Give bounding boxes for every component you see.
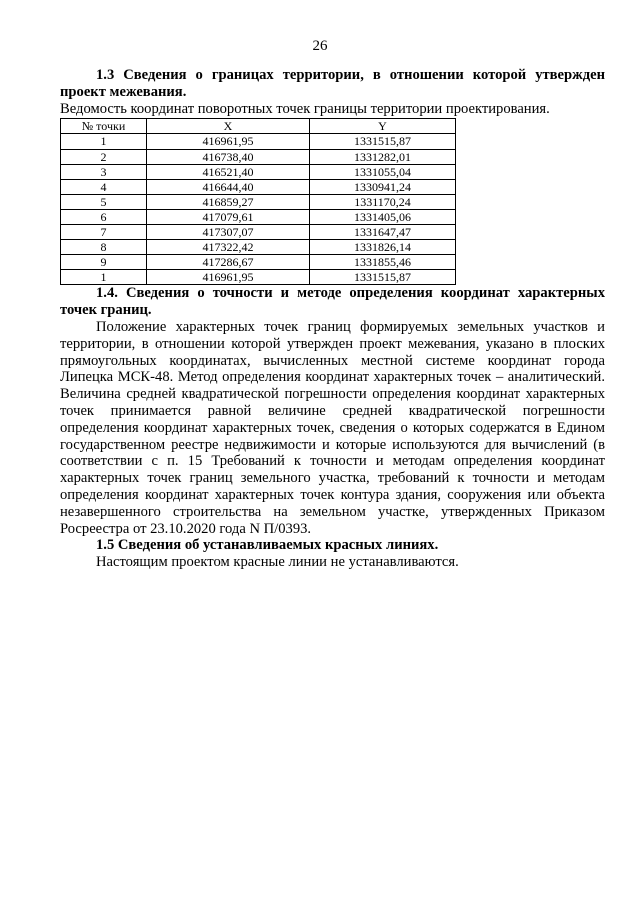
table-row: [61, 149, 456, 164]
x-coordinate-cell: 417079,61: [147, 209, 310, 224]
section-1-4-paragraph: Положение характерных точек границ формируемых земельных участков и территории, в отношении которой утвержден проект межевания, указано в плоских прямоугольных координатах, вычисленных местной системе координат города Липецка МСК-48. Метод определения координат характерных точек – аналитический. Величина средней квадратической погрешности определения координат характерных точек принимается равной величине средней квадратической погрешности определения координат характерных точек, сведения о которых содержатся в Едином государственном реестре недвижимости и которые используются для вычислений (в соответствии с п. 15 Требований к точности и методам определения координат характерных точек границ земельного участка, требований к точности и методам определения координат характерных точек контура здания, сооружения или объекта незавершенного строительства на земельном участке, утвержденных Приказом Росреестра от 23.10.2020 года N П/0393.: [60, 319, 605, 537]
point-number-cell: 1: [61, 134, 147, 149]
coordinates-table: [60, 118, 456, 285]
point-number-cell: 5: [61, 194, 147, 209]
point-number-cell: 6: [61, 209, 147, 224]
table-header-row: [61, 119, 456, 134]
x-coordinate-cell: 417286,67: [147, 255, 310, 270]
x-coordinate-cell: 416961,95: [147, 134, 310, 149]
point-number-cell: 7: [61, 225, 147, 240]
document-body: [60, 67, 605, 571]
y-coordinate-cell: 1331405,06: [310, 209, 456, 224]
point-number-cell: 8: [61, 240, 147, 255]
x-coordinate-cell: 416961,95: [147, 270, 310, 285]
point-number-cell: 4: [61, 179, 147, 194]
table-row: [61, 194, 456, 209]
section-1-5-paragraph: Настоящим проектом красные линии не устанавливаются.: [96, 554, 459, 571]
x-coordinate-cell: 416859,27: [147, 194, 310, 209]
table-caption: Ведомость координат поворотных точек границы территории проектирования.: [60, 100, 550, 117]
section-1-5-heading: 1.5 Сведения об устанавливаемых красных линиях.: [96, 537, 439, 554]
table-row: [61, 209, 456, 224]
point-number-cell: 2: [61, 149, 147, 164]
table-row: [61, 164, 456, 179]
y-coordinate-cell: 1331515,87: [310, 270, 456, 285]
x-coordinate-cell: 417307,07: [147, 225, 310, 240]
y-coordinate-cell: 1330941,24: [310, 179, 456, 194]
section-1-3-heading: 1.3 Сведения о границах территории, в отношении которой утвержден проект межевания.: [60, 67, 605, 100]
y-coordinate-cell: 1331282,01: [310, 149, 456, 164]
section-1-4-heading: 1.4. Сведения о точности и методе определения координат характерных точек границ.: [60, 285, 605, 319]
column-header-x: X: [147, 119, 310, 134]
x-coordinate-cell: 416738,40: [147, 149, 310, 164]
y-coordinate-cell: 1331647,47: [310, 225, 456, 240]
point-number-cell: 1: [61, 270, 147, 285]
point-number-cell: 3: [61, 164, 147, 179]
table-row: [61, 270, 456, 285]
page-number: 26: [312, 38, 328, 54]
table-row: [61, 225, 456, 240]
point-number-cell: 9: [61, 255, 147, 270]
table-row: [61, 134, 456, 149]
y-coordinate-cell: 1331826,14: [310, 240, 456, 255]
table-row: [61, 255, 456, 270]
column-header-point: № точки: [61, 119, 147, 134]
y-coordinate-cell: 1331515,87: [310, 134, 456, 149]
y-coordinate-cell: 1331855,46: [310, 255, 456, 270]
x-coordinate-cell: 416644,40: [147, 179, 310, 194]
y-coordinate-cell: 1331055,04: [310, 164, 456, 179]
column-header-y: Y: [310, 119, 456, 134]
table-row: [61, 179, 456, 194]
x-coordinate-cell: 417322,42: [147, 240, 310, 255]
y-coordinate-cell: 1331170,24: [310, 194, 456, 209]
table-row: [61, 240, 456, 255]
x-coordinate-cell: 416521,40: [147, 164, 310, 179]
